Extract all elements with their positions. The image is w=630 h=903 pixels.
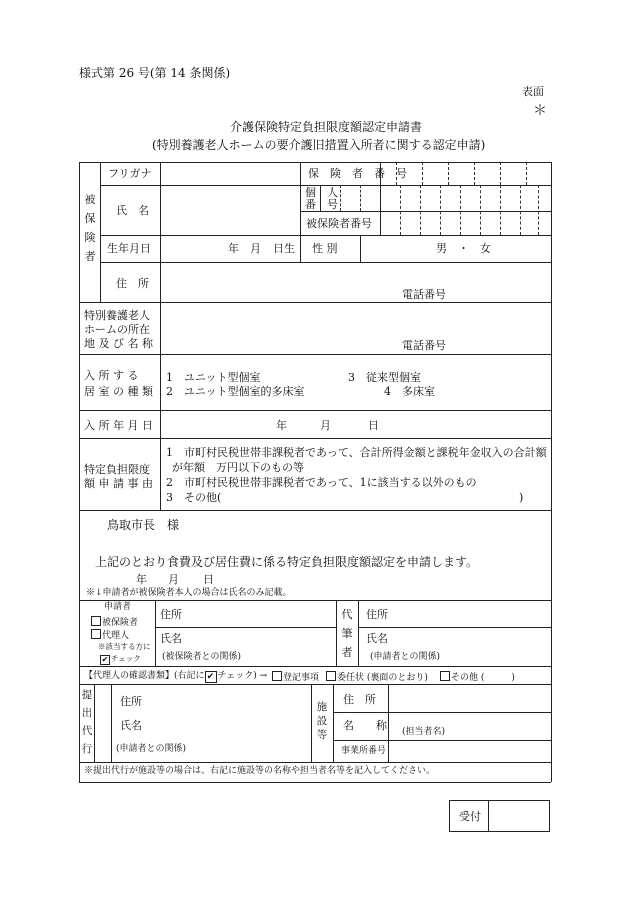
submitter-group-label: 提 出 代 行 [81,689,93,755]
writer-address-field[interactable] [395,601,550,627]
declaration-day-unit: 日 [203,573,214,586]
check-mark-icon: ✔ [205,671,217,683]
applicant-relation-label: (被保険者との関係) [162,652,242,662]
side-label: 表面 [522,85,544,98]
room-label-2: 居 室 の 種 類 [84,385,153,398]
applicant-address-label: 住所 [160,608,182,621]
address-label: 住 所 [116,277,149,290]
applicant-option-agent[interactable]: 代理人 [91,629,129,641]
admission-day-unit: 日 [368,419,379,432]
facility-group-label: 施 設 等 [316,701,328,741]
facility-address-label: 住 所 [343,693,376,706]
reason-option-2[interactable]: 2 市町村民税世帯非課税者であって、1に該当する以外のもの [166,476,477,489]
name-field[interactable] [161,186,299,235]
room-option-3[interactable]: 3 従来型個室 [348,371,421,384]
personal-number-field[interactable] [321,186,550,211]
declaration-year-unit: 年 [136,573,147,586]
facility-label-1: 特別養護老人 [84,309,150,322]
birth-year-unit: 年 [228,242,239,255]
birthdate-label: 生年月日 [107,242,151,255]
facility-contact-label: (担当者名) [402,727,446,737]
asterisk-mark: ＊ [533,103,547,119]
personal-number-label-1: 個 人 [305,186,338,199]
insured-person-number-field[interactable] [381,212,550,235]
sex-label: 性 別 [312,242,338,255]
agent-checkbox[interactable] [91,629,101,639]
declaration-month-unit: 月 [168,573,179,586]
personal-number-label-2: 番 号 [305,198,338,211]
name-label: 氏 名 [116,204,149,217]
receipt-label: 受付 [459,810,481,823]
room-option-2[interactable]: 2 ユニット型個室的多床室 [166,385,305,398]
form-number: 様式第 26 号(第 14 条関係) [79,66,231,80]
facility-office-number-label: 事業所番号 [341,746,387,756]
writer-group-label: 代 筆 者 [341,608,353,659]
reason-option-1[interactable]: 1 市町村民税世帯非課税者であって、合計所得金額と課税年金収入の合計額 [166,446,547,459]
check-mark-icon: ✔ [101,655,109,664]
submitter-name-field[interactable] [150,713,310,737]
facility-field[interactable] [161,303,550,354]
reason-option-3[interactable]: 3 その他( [166,491,222,504]
admission-date-field[interactable] [161,411,550,438]
doc-option-proxy[interactable]: 委任状 (裏面のとおり) [326,671,428,683]
declaration-statement: 上記のとおり食費及び居住費に係る特定負担限度額認定を申請します。 [95,555,479,569]
reason-label-1: 特定負担限度 [84,463,150,476]
reason-option-3-close: ) [519,491,524,504]
insurer-number-label: 保 険 者 番 号 [308,167,407,180]
birth-day-unit: 日生 [273,242,295,255]
submitter-name-label: 氏名 [120,719,142,732]
facility-name-label: 名 称 [343,719,387,732]
room-option-1[interactable]: 1 ユニット型個室 [166,371,261,384]
agent-docs-row: 【代理人の確認書類】(右記に ✔ チェック) → [84,671,268,682]
applicant-label: 申請者 [104,602,132,612]
form-subtitle: (特別養護老人ホームの要介護旧措置入所者に関する認定申請) [152,138,486,152]
room-option-4[interactable]: 4 多床室 [384,385,435,398]
furigana-label: フリガナ [108,167,152,180]
writer-name-field[interactable] [395,628,550,650]
insured-person-number-label: 被保険者番号 [306,217,372,230]
facility-office-number-field[interactable] [389,741,550,762]
writer-name-label: 氏名 [366,632,388,645]
facility-label-2: ホームの所在 [84,323,150,336]
room-label-1: 入 所 す る [84,369,139,382]
other-checkbox[interactable] [440,671,450,681]
sex-options[interactable]: 男 ・ 女 [436,242,491,255]
furigana-field[interactable] [161,163,299,185]
insurer-number-field[interactable] [381,163,550,185]
form-title: 介護保険特定負担限度額認定申請書 [230,120,423,134]
registry-checkbox[interactable] [272,671,282,681]
footnote: ※提出代行が施設等の場合は、右記に施設等の名称や担当者名等を記入してください。 [84,766,436,776]
admission-month-unit: 月 [320,419,331,432]
receipt-stamp-area[interactable] [490,802,548,830]
admission-year-unit: 年 [276,419,287,432]
applicant-name-field[interactable] [190,628,335,650]
writer-address-label: 住所 [366,608,388,621]
facility-label-3: 地 及 び 名 称 [84,337,153,350]
receipt-box [449,800,550,832]
submitter-relation-label: (申請者との関係) [116,744,187,754]
applicant-hint: ※該当する方に [98,642,151,651]
insured-group-label: 被 保 険 者 [84,193,96,263]
declaration-note: ※↓申請者が被保険者本人の場合は氏名のみ記載。 [86,588,292,598]
applicant-name-label: 氏名 [160,632,182,645]
applicant-check-hint: ✔ チェック [101,654,141,664]
insured-phone-label: 電話番号 [402,288,446,301]
reason-option-1-cont: が年額 万円以下のもの等 [172,461,304,474]
doc-option-registry[interactable]: 登記事項 [272,671,319,683]
insured-checkbox[interactable] [91,616,101,626]
applicant-address-field[interactable] [190,601,335,627]
doc-option-other[interactable]: その他 ( ) [440,671,515,683]
applicant-option-insured[interactable]: 被保険者 [91,616,138,628]
addressee: 鳥取市長 様 [107,518,180,532]
address-field[interactable] [161,263,550,302]
birth-month-unit: 月 [250,242,261,255]
admission-date-label: 入 所 年 月 日 [84,419,153,432]
submitter-address-field[interactable] [150,686,310,712]
submitter-address-label: 住所 [120,695,142,708]
writer-relation-label: (申請者との関係) [370,652,441,662]
facility-phone-label: 電話番号 [402,339,446,352]
facility-address-field[interactable] [389,685,550,712]
reason-label-2: 額 申 請 事 由 [84,477,153,490]
proxy-checkbox[interactable] [326,671,336,681]
